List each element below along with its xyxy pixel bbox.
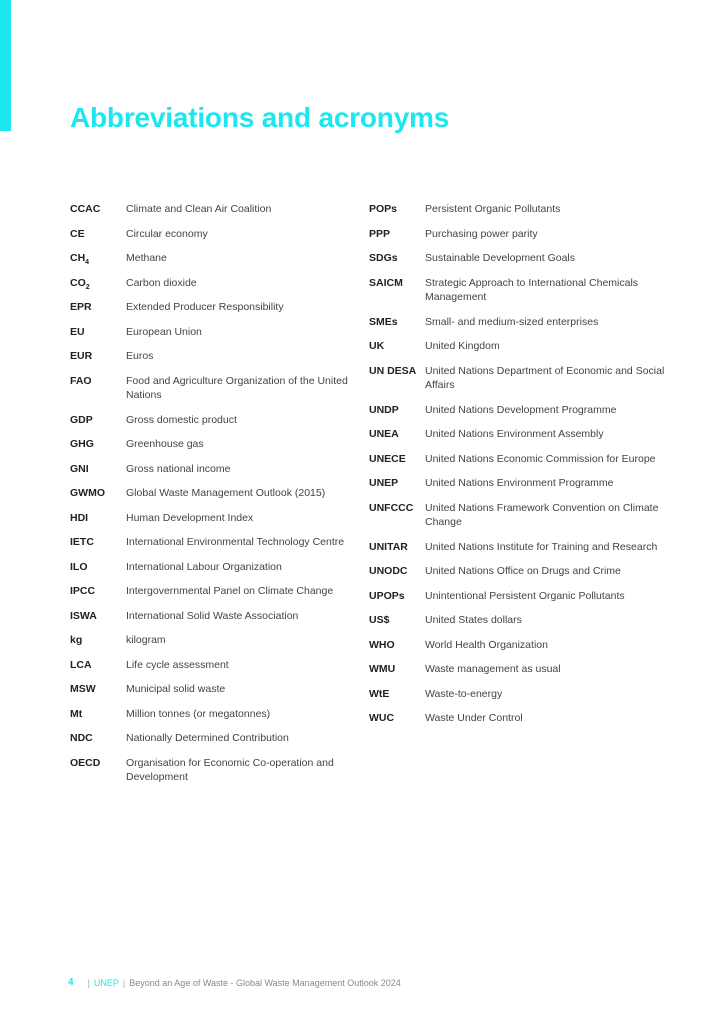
abbreviation-definition: United Nations Development Programme — [425, 403, 617, 416]
abbreviation-term: UNITAR — [369, 540, 408, 553]
abbreviation-definition: United Nations Environment Programme — [425, 477, 614, 489]
abbreviation-term: $CH_4$ — [70, 252, 90, 266]
abbreviation-definition: United States dollars — [425, 614, 522, 626]
abbreviation-term: SDGs — [369, 252, 398, 264]
abbreviation-term: POPs — [369, 203, 398, 215]
abbreviation-definition: Waste management as usual — [425, 663, 561, 675]
abbreviation-entry — [70, 227, 350, 242]
abbreviation-definition: Life cycle assessment — [126, 658, 229, 671]
footer-separator: | — [122, 977, 126, 988]
page-number: 4 — [68, 977, 74, 988]
abbreviation-term: ISWA — [70, 609, 97, 622]
abbreviation-definition: Euros — [126, 350, 154, 362]
abbreviation-term: $CO_2$ — [70, 276, 90, 291]
abbreviation-definition: World Health Organization — [425, 638, 548, 651]
abbreviation-term: OECD — [70, 756, 101, 769]
abbreviation-term: HDI — [70, 511, 89, 524]
abbreviation-definition: Small- and medium-sized enterprises — [425, 315, 599, 328]
abbreviation-definition: Organisation for Economic Co-operation and Development — [126, 756, 334, 783]
footer-separator: | — [87, 977, 90, 988]
abbreviation-entry — [369, 687, 669, 702]
abbreviation-term: NDC — [70, 732, 93, 744]
abbreviation-term: FAO — [70, 374, 92, 387]
abbreviation-definition: Unintentional Persistent Organic Pollutants — [425, 589, 625, 602]
abbreviation-entry — [369, 564, 669, 579]
abbreviation-term: WMU — [369, 663, 396, 675]
abbreviation-entry — [70, 486, 350, 501]
abbreviation-entry — [70, 413, 350, 428]
abbreviation-entry — [369, 364, 669, 393]
abbreviation-entry — [70, 707, 350, 722]
abbreviation-term: CCAC — [70, 203, 101, 215]
abbreviation-definition: Human Development Index — [126, 511, 254, 524]
abbreviation-entry — [369, 613, 669, 628]
abbreviation-definition: Extended Producer Responsibility — [126, 301, 284, 313]
abbreviation-entry — [70, 731, 350, 746]
abbreviation-term: kg — [70, 634, 83, 646]
abbreviation-entry — [369, 540, 669, 555]
abbreviation-definition: United Nations Economic Commission for Europe — [425, 452, 656, 465]
abbreviation-definition: Persistent Organic Pollutants — [425, 203, 561, 215]
abbreviation-entry — [70, 658, 350, 673]
abbreviation-definition: Gross domestic product — [126, 413, 237, 426]
abbreviation-term: UNFCCC — [369, 501, 414, 514]
abbreviation-definition: Intergovernmental Panel on Climate Change — [126, 585, 334, 597]
abbreviation-term: UK — [369, 340, 385, 352]
abbreviation-term: IETC — [70, 536, 94, 548]
abbreviation-entry — [70, 300, 350, 315]
abbreviation-definition: Sustainable Development Goals — [425, 252, 576, 264]
abbreviation-definition: Climate and Clean Air Coalition — [126, 203, 272, 215]
abbreviation-entry — [70, 609, 350, 624]
abbreviation-entry — [70, 202, 350, 217]
abbreviation-definition: Food and Agriculture Organization of the United Nations — [126, 374, 348, 401]
abbreviation-definition: Million tonnes (or megatonnes) — [126, 707, 271, 720]
abbreviation-definition: United Nations Framework Convention on Climate Change — [425, 501, 659, 528]
abbreviation-term: LCA — [70, 658, 92, 671]
abbreviations-right-column — [369, 202, 669, 736]
abbreviation-entry — [369, 403, 669, 418]
abbreviation-entry — [369, 276, 669, 305]
abbreviation-term: UN DESA — [369, 364, 417, 377]
abbreviation-entry — [369, 589, 669, 604]
abbreviation-definition: Global Waste Management Outlook (2015) — [126, 487, 326, 499]
abbreviation-entry — [369, 427, 669, 442]
abbreviation-term: EU — [70, 325, 85, 338]
abbreviation-entry — [369, 452, 669, 467]
abbreviation-term: WUC — [369, 712, 395, 724]
abbreviation-definition: Strategic Approach to International Chemicals Management — [425, 276, 639, 303]
abbreviation-definition: kilogram — [126, 634, 166, 646]
abbreviation-term: IPCC — [70, 585, 96, 597]
abbreviation-term: UNDP — [369, 403, 399, 416]
abbreviation-entry — [70, 511, 350, 526]
abbreviation-definition: Waste-to-energy — [425, 687, 503, 700]
abbreviation-entry — [70, 325, 350, 340]
abbreviation-term: WHO — [369, 638, 395, 651]
abbreviation-term: Mt — [70, 707, 83, 720]
accent-bar — [0, 0, 11, 131]
abbreviation-term: SMEs — [369, 315, 398, 328]
abbreviation-entry — [369, 315, 669, 330]
abbreviation-definition: United Nations Institute for Training and Research — [425, 540, 658, 553]
abbreviation-entry — [70, 560, 350, 575]
abbreviation-term: UNEA — [369, 428, 399, 440]
abbreviation-term: EUR — [70, 350, 93, 362]
abbreviation-definition: Greenhouse gas — [126, 438, 204, 450]
abbreviation-definition: United Nations Office on Drugs and Crime — [425, 565, 621, 577]
abbreviation-entry — [70, 349, 350, 364]
abbreviation-definition: United Nations Environment Assembly — [425, 428, 604, 440]
abbreviation-definition: United Kingdom — [425, 340, 500, 352]
abbreviation-term: WtE — [369, 687, 390, 700]
abbreviation-entry — [70, 756, 350, 785]
abbreviation-entry — [70, 584, 350, 599]
abbreviation-entry — [369, 501, 669, 530]
abbreviation-definition: European Union — [126, 325, 202, 338]
page-footer — [68, 977, 401, 988]
abbreviation-entry — [369, 476, 669, 491]
abbreviation-term: GHG — [70, 438, 94, 450]
abbreviation-definition: Municipal solid waste — [126, 683, 226, 695]
abbreviations-left-column — [70, 202, 350, 795]
abbreviation-definition: Waste Under Control — [425, 712, 523, 724]
abbreviation-term: UNEP — [369, 477, 399, 489]
footer-org: UNEP — [93, 977, 119, 988]
abbreviation-definition: International Solid Waste Association — [126, 609, 299, 622]
page-title: Abbreviations and acronyms — [70, 102, 450, 133]
abbreviation-entry — [70, 374, 350, 403]
abbreviation-entry — [70, 633, 350, 648]
abbreviation-term: MSW — [70, 683, 96, 695]
abbreviation-definition: International Labour Organization — [126, 560, 282, 573]
abbreviation-entry — [70, 682, 350, 697]
abbreviation-term: SAICM — [369, 276, 403, 289]
abbreviation-entry — [70, 276, 350, 291]
abbreviation-entry — [369, 662, 669, 677]
abbreviation-term: EPR — [70, 301, 92, 313]
abbreviation-definition: United Nations Department of Economic and Social Affairs — [425, 364, 665, 391]
abbreviation-term: ILO — [70, 560, 88, 573]
abbreviation-definition: Circular economy — [126, 227, 208, 240]
abbreviation-entry — [70, 462, 350, 477]
abbreviation-term: CE — [70, 227, 85, 240]
abbreviation-definition: Carbon dioxide — [126, 276, 197, 289]
abbreviation-entry — [369, 227, 669, 242]
abbreviation-definition: Purchasing power parity — [425, 227, 538, 240]
footer-publication: Beyond an Age of Waste - Global Waste Management Outlook 2024 — [129, 977, 401, 988]
abbreviation-entry — [369, 251, 669, 266]
abbreviation-definition: Nationally Determined Contribution — [126, 732, 289, 744]
abbreviation-definition: Gross national income — [126, 462, 231, 475]
abbreviation-entry — [369, 638, 669, 653]
abbreviation-term: UNECE — [369, 452, 406, 465]
abbreviation-term: UPOPs — [369, 589, 405, 602]
abbreviation-entry — [369, 339, 669, 354]
abbreviation-entry — [369, 202, 669, 217]
abbreviation-term: GNI — [70, 462, 89, 475]
abbreviation-term: GWMO — [70, 487, 105, 499]
abbreviation-entry — [70, 251, 350, 266]
abbreviation-entry — [369, 711, 669, 726]
abbreviation-term: US$ — [369, 614, 390, 626]
abbreviation-definition: Methane — [126, 252, 167, 264]
abbreviation-term: GDP — [70, 413, 93, 426]
abbreviation-definition: International Environmental Technology Centre — [126, 536, 345, 548]
abbreviation-term: UNODC — [369, 565, 408, 577]
abbreviation-term: PPP — [369, 227, 391, 240]
abbreviation-entry — [70, 437, 350, 452]
abbreviation-entry — [70, 535, 350, 550]
